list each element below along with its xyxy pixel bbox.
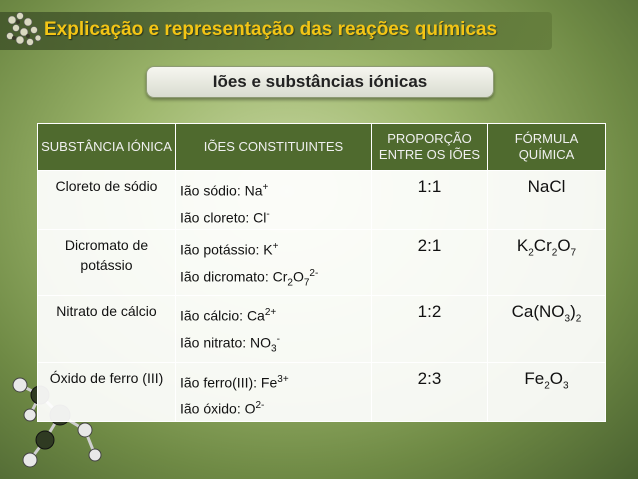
formula-subscript: 3 [563, 379, 569, 391]
anion-charge: - [266, 208, 270, 220]
anion-label: Ião nitrato: [180, 334, 251, 351]
header-substance: SUBSTÂNCIA IÓNICA [38, 124, 176, 171]
cation-line [180, 176, 371, 203]
formula-subscript: 3 [564, 313, 571, 325]
formula-part: Cr [533, 236, 552, 256]
formula-subscript: 2 [544, 379, 550, 391]
substance-name: Nitrato de cálcio [38, 296, 176, 362]
ion-proportion: 2:1 [372, 230, 488, 296]
anion-charge: 2- [309, 267, 319, 279]
cation-line [180, 368, 371, 395]
table-row [38, 171, 606, 230]
table-row [38, 362, 606, 421]
anion-symbol: Cr [272, 268, 288, 285]
anion-symbol: Cl [253, 209, 267, 226]
ions-table [37, 123, 606, 422]
formula-part: Fe [524, 368, 545, 388]
formula-part: O [557, 236, 571, 256]
cation-line [180, 301, 371, 328]
substance-name: Dicromato de potássio [38, 230, 176, 296]
formula-part: O [549, 368, 564, 388]
substance-name: Cloreto de sódio [38, 171, 176, 230]
cation-label: Ião sódio: [180, 182, 245, 199]
anion-subscript: 7 [303, 277, 310, 289]
formula-part: Ca(NO [511, 302, 565, 322]
anion-charge: 2- [255, 400, 265, 412]
formula-part: ) [570, 302, 576, 322]
formula-subscript: 2 [528, 247, 534, 259]
anion-label: Ião cloreto: [180, 209, 254, 226]
anion-label: Ião dicromato: [180, 268, 273, 285]
cation-line [180, 235, 371, 262]
anion-line [180, 262, 371, 295]
anion-line [180, 203, 371, 230]
slide-subtitle: Iões e substâncias iónicas [146, 66, 494, 98]
cation-symbol: K [263, 241, 273, 258]
header-formula: FÓRMULA QUÍMICA [488, 124, 606, 171]
cation-charge: 2+ [264, 307, 277, 319]
ion-proportion: 1:2 [372, 296, 488, 362]
molecule-cluster-icon [2, 8, 46, 52]
formula-part: K [516, 236, 529, 256]
cation-label: Ião ferro(III): [180, 374, 261, 391]
anion-symbol: O [244, 400, 256, 417]
cation-charge: + [272, 241, 279, 253]
chemical-formula [488, 296, 606, 362]
ions-cell [176, 171, 372, 230]
cation-symbol: Ca [246, 308, 265, 325]
ions-cell [176, 362, 372, 421]
formula-subscript: 2 [551, 247, 558, 259]
anion-label: Ião óxido: [180, 400, 245, 417]
anion-line [180, 328, 371, 361]
table-row [38, 230, 606, 296]
chemical-formula [488, 230, 606, 296]
slide-title: Explicação e representação das reações químicas [44, 19, 498, 40]
substance-name: Óxido de ferro (III) [38, 362, 176, 421]
formula-subscript: 2 [575, 313, 582, 325]
cation-symbol: Na [244, 182, 263, 199]
anion-line [180, 394, 371, 421]
cation-label: Ião potássio: [180, 241, 264, 258]
cation-symbol: Fe [260, 374, 278, 391]
anion-charge: - [276, 334, 280, 346]
table-header-row [38, 124, 606, 171]
cation-label: Ião cálcio: [180, 308, 247, 325]
anion-symbol: O [292, 268, 304, 285]
header-proportion: PROPORÇÃO ENTRE OS IÕES [372, 124, 488, 171]
formula-text: NaCl [527, 177, 566, 196]
formula-subscript: 7 [570, 247, 577, 259]
ions-cell [176, 230, 372, 296]
anion-subscript: 2 [287, 277, 293, 289]
ions-cell [176, 296, 372, 362]
ion-proportion: 2:3 [372, 362, 488, 421]
cation-charge: + [262, 182, 269, 193]
anion-symbol: NO [250, 334, 272, 351]
table-row [38, 296, 606, 362]
chemical-formula [488, 362, 606, 421]
header-ions: IÕES CONSTITUINTES [176, 124, 372, 171]
cation-charge: 3+ [277, 373, 289, 385]
ion-proportion: 1:1 [372, 171, 488, 230]
chemical-formula [488, 171, 606, 230]
anion-subscript: 3 [271, 343, 277, 355]
